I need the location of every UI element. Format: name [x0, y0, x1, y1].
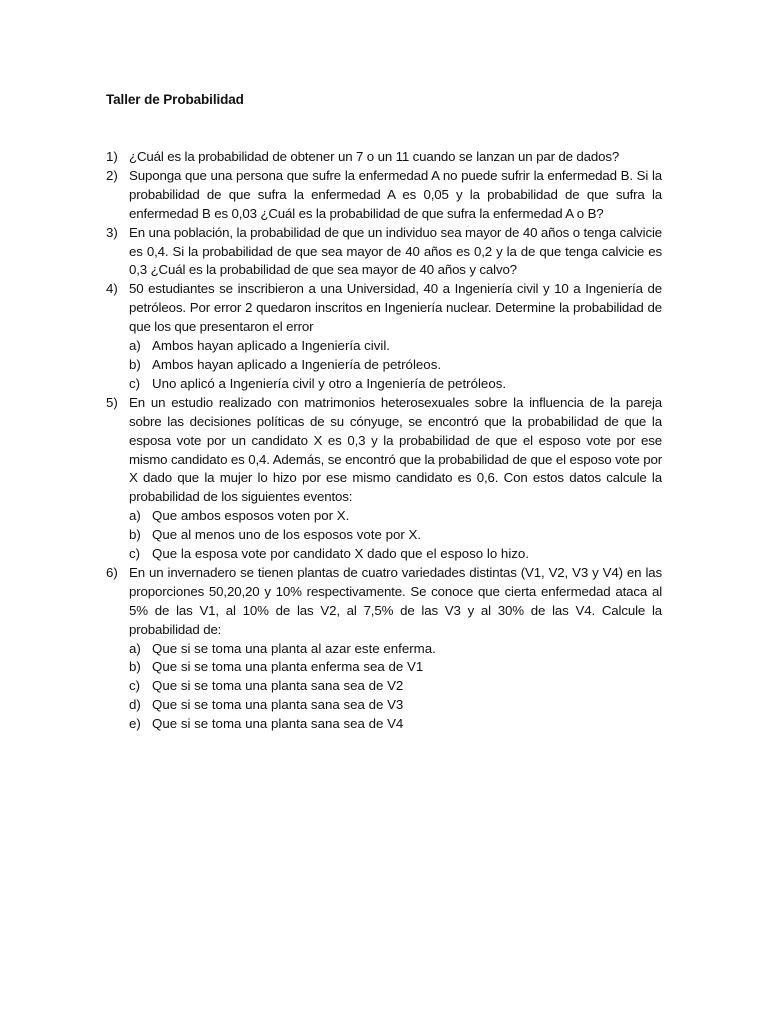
sub-question-letter: b): [129, 356, 141, 372]
sub-question: [129, 696, 662, 715]
question-text: En un estudio realizado con matrimonios heterosexuales sobre la influencia de la pareja sobre las decisiones políticas de su cónyuge, se encontró que la probabilidad de que la esposa vote por un candidato X es 0,3 y la probabilidad de que el esposo vote por ese mismo candidato es 0,4. Además, se encontró que la probabilidad de que el esposo vote por X dado que la mujer lo hizo por ese mismo candidato es 0,6. Con estos datos calcule la probabilidad de los siguientes eventos:: [129, 394, 662, 505]
sub-question-text: Ambos hayan aplicado a Ingeniería civil.: [152, 338, 391, 354]
sub-question-letter: a): [129, 338, 141, 354]
sub-question-list: [129, 337, 662, 394]
sub-question-text: Que si se toma una planta al azar este enferma.: [152, 640, 436, 656]
sub-question: [129, 375, 662, 394]
sub-question-letter: a): [129, 508, 141, 524]
question-2: [106, 167, 662, 224]
sub-question-text: Uno aplicó a Ingeniería civil y otro a Ingeniería de petróleos.: [152, 375, 507, 391]
question-5: [106, 394, 662, 564]
question-text: En una población, la probabilidad de que un individuo sea mayor de 40 años o tenga calvicie es 0,4. Si la probabilidad de que sea mayor de 40 años es 0,2 y la de que tenga calvicie es 0,3 ¿Cuál es la probabilidad de que sea mayor de 40 años y calvo?: [129, 224, 662, 278]
sub-question-text: Que si se toma una planta sana sea de V3: [152, 697, 404, 713]
question-list: [106, 148, 662, 734]
sub-question-text: Que si se toma una planta sana sea de V2: [152, 678, 404, 694]
question-number: 5): [106, 394, 118, 410]
question-1: [106, 148, 662, 167]
sub-question: [129, 337, 662, 356]
sub-question: [129, 658, 662, 677]
sub-question: [129, 507, 662, 526]
sub-question: [129, 356, 662, 375]
question-6: [106, 564, 662, 734]
question-number: 3): [106, 224, 118, 240]
sub-question-letter: b): [129, 659, 141, 675]
question-number: 6): [106, 564, 118, 580]
sub-question-letter: c): [129, 375, 141, 391]
sub-question-text: Que si se toma una planta sana sea de V4: [152, 716, 404, 732]
sub-question-list: [129, 640, 662, 735]
question-number: 2): [106, 167, 118, 183]
sub-question-text: Que la esposa vote por candidato X dado que el esposo lo hizo.: [152, 546, 530, 562]
sub-question-letter: e): [129, 716, 141, 732]
question-4: [106, 280, 662, 393]
question-3: [106, 224, 662, 281]
document-title: Taller de Probabilidad: [106, 92, 244, 107]
question-text: 50 estudiantes se inscribieron a una Universidad, 40 a Ingeniería civil y 10 a Ingeniería de petróleos. Por error 2 quedaron inscritos en Ingeniería nuclear. Determine la probabilidad de que los que presentaron el error: [129, 281, 662, 335]
sub-question-text: Que si se toma una planta enferma sea de V1: [152, 659, 424, 675]
sub-question-letter: d): [129, 697, 141, 713]
sub-question-letter: b): [129, 527, 141, 543]
sub-question-text: Ambos hayan aplicado a Ingeniería de petróleos.: [152, 356, 442, 372]
question-text: Suponga que una persona que sufre la enfermedad A no puede sufrir la enfermedad B. Si la probabilidad de que sufra la enfermedad A es 0,05 y la probabilidad de que sufra la enfermedad B es 0,03 ¿Cuál es la probabilidad de que sufra la enfermedad A o B?: [129, 167, 662, 221]
sub-question-letter: c): [129, 546, 141, 562]
sub-question-letter: a): [129, 640, 141, 656]
sub-question-text: Que al menos uno de los esposos vote por X.: [152, 527, 422, 543]
sub-question-text: Que ambos esposos voten por X.: [152, 508, 350, 524]
sub-question: [129, 640, 662, 659]
question-number: 4): [106, 281, 118, 297]
sub-question: [129, 526, 662, 545]
sub-question: [129, 545, 662, 564]
sub-question: [129, 677, 662, 696]
question-number: 1): [106, 149, 118, 164]
sub-question-letter: c): [129, 678, 141, 694]
question-text: ¿Cuál es la probabilidad de obtener un 7 o un 11 cuando se lanzan un par de dados?: [129, 149, 620, 164]
sub-question-list: [129, 507, 662, 564]
sub-question: [129, 715, 662, 734]
question-text: En un invernadero se tienen plantas de cuatro variedades distintas (V1, V2, V3 y V4) en las proporciones 50,20,20 y 10% respectivamente. Se conoce que cierta enfermedad ataca al 5% de las V1, al 10% de las V2, al 7,5% de las V3 y al 30% de las V4. Calcule la probabilidad de:: [129, 564, 662, 637]
